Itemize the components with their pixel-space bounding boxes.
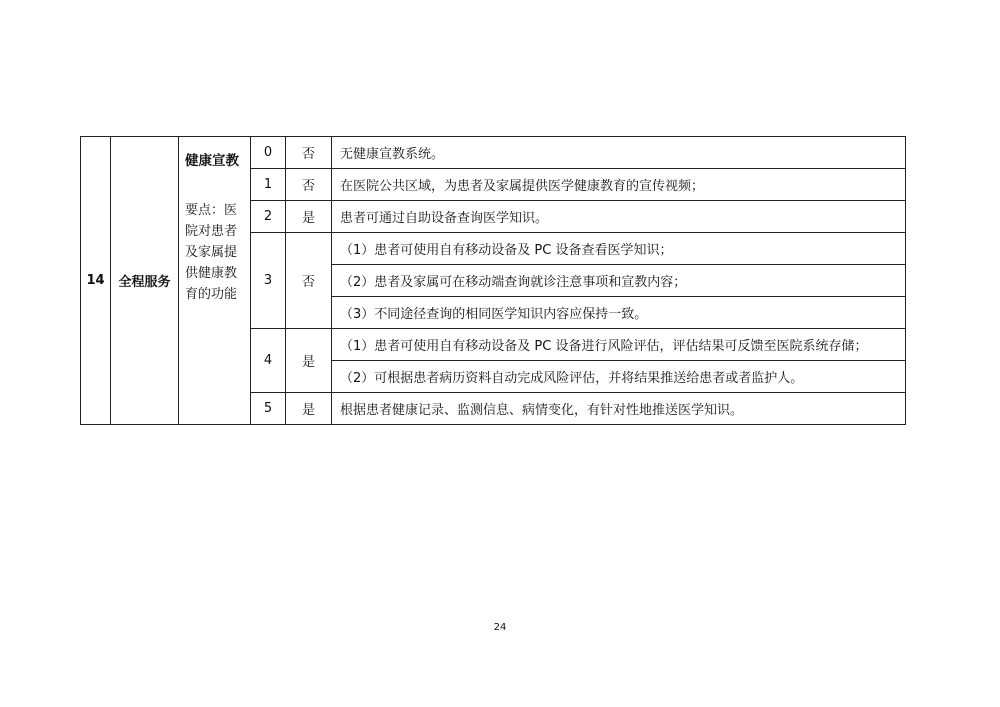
- level-number: 2: [251, 201, 286, 233]
- requirement-text: （3）不同途径查询的相同医学知识内容应保持一致。: [332, 297, 906, 329]
- item-description: 要点：医院对患者及家属提供健康教育的功能: [185, 203, 238, 302]
- level-number: 3: [251, 233, 286, 329]
- category-cell: 全程服务: [111, 137, 179, 425]
- level-number: 4: [251, 329, 286, 393]
- item-title: 健康宣教: [185, 153, 239, 169]
- requirement-text: 无健康宣教系统。: [332, 137, 906, 169]
- requirement-text: （1）患者可使用自有移动设备及 PC 设备进行风险评估，评估结果可反馈至医院系统存储；: [332, 329, 906, 361]
- requirement-text: （1）患者可使用自有移动设备及 PC 设备查看医学知识；: [332, 233, 906, 265]
- requirement-text: 根据患者健康记录、监测信息、病情变化，有针对性地推送医学知识。: [332, 393, 906, 425]
- requirement-text: （2）可根据患者病历资料自动完成风险评估，并将结果推送给患者或者监护人。: [332, 361, 906, 393]
- required-flag: 是: [286, 329, 332, 393]
- required-flag: 否: [286, 169, 332, 201]
- level-number: 1: [251, 169, 286, 201]
- evaluation-table-body: [81, 137, 906, 425]
- requirement-text: 在医院公共区域，为患者及家属提供医学健康教育的宣传视频；: [332, 169, 906, 201]
- requirement-text: （2）患者及家属可在移动端查询就诊注意事项和宣教内容；: [332, 265, 906, 297]
- required-flag: 是: [286, 393, 332, 425]
- required-flag: 否: [286, 137, 332, 169]
- table-row: [81, 137, 906, 169]
- page-number: 24: [493, 622, 507, 633]
- level-number: 0: [251, 137, 286, 169]
- required-flag: 否: [286, 233, 332, 329]
- row-number: 14: [81, 137, 111, 425]
- requirement-text: 患者可通过自助设备查询医学知识。: [332, 201, 906, 233]
- evaluation-table: [80, 136, 906, 425]
- item-cell: [179, 137, 251, 425]
- level-number: 5: [251, 393, 286, 425]
- required-flag: 是: [286, 201, 332, 233]
